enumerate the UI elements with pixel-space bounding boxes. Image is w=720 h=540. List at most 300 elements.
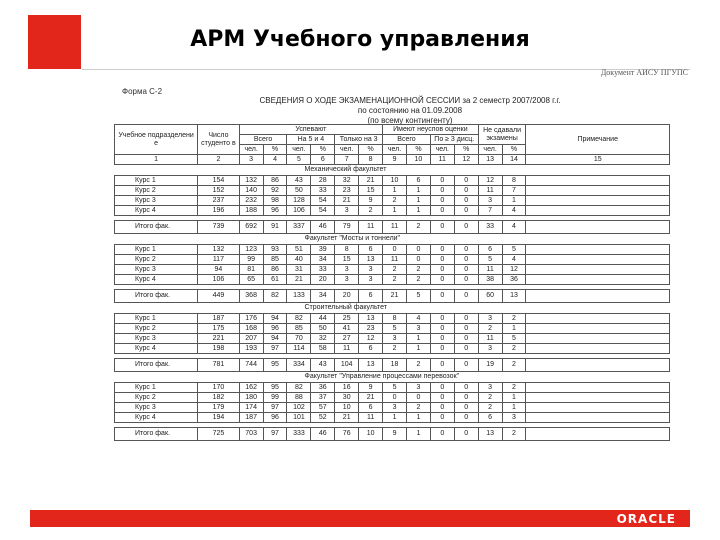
table-cell: 3 — [406, 383, 430, 393]
row-label: Курс 2 — [115, 255, 198, 265]
table-cell: 0 — [383, 393, 407, 403]
table-cell: 11 — [335, 344, 359, 354]
table-cell: 0 — [430, 290, 454, 303]
table-cell: 5 — [502, 334, 526, 344]
table-cell: 368 — [239, 290, 263, 303]
table-cell: 8 — [502, 176, 526, 186]
table-cell: 0 — [383, 245, 407, 255]
faculty-total-row — [115, 290, 670, 303]
table-cell: 51 — [287, 245, 311, 255]
note-cell — [526, 245, 670, 255]
table-cell: 96 — [263, 206, 287, 216]
table-cell: 168 — [239, 324, 263, 334]
column-index: 1 — [115, 155, 198, 165]
table-cell: 13 — [502, 290, 526, 303]
table-cell: 3 — [478, 344, 502, 354]
table-cell: 221 — [198, 334, 240, 344]
col-header-passed: Успевают — [239, 125, 382, 135]
note-cell — [526, 314, 670, 324]
table-cell: 334 — [287, 359, 311, 372]
table-cell: 703 — [239, 428, 263, 441]
table-cell: 94 — [198, 265, 240, 275]
table-cell: 28 — [311, 176, 335, 186]
col-header-subdivision: Учебное подразделени е — [115, 125, 198, 155]
table-cell: 0 — [430, 275, 454, 285]
note-cell — [526, 206, 670, 216]
row-label: Итого фак. — [115, 221, 198, 234]
table-cell: 174 — [239, 403, 263, 413]
table-cell: 21 — [335, 196, 359, 206]
table-cell: 179 — [198, 403, 240, 413]
table-row — [115, 403, 670, 413]
table-cell: 3 — [406, 324, 430, 334]
column-index: 13 — [478, 155, 502, 165]
table-cell: 92 — [263, 186, 287, 196]
table-cell: 12 — [478, 176, 502, 186]
table-cell: 0 — [454, 255, 478, 265]
table-cell: 781 — [198, 359, 240, 372]
table-body — [115, 165, 670, 441]
table-cell: 0 — [430, 413, 454, 423]
slide-title: АРМ Учебного управления — [190, 27, 530, 52]
table-cell: 2 — [383, 196, 407, 206]
row-label: Итого фак. — [115, 359, 198, 372]
row-label: Курс 3 — [115, 196, 198, 206]
table-cell: 133 — [287, 290, 311, 303]
table-cell: 5 — [502, 245, 526, 255]
table-cell: 0 — [406, 393, 430, 403]
table-cell: 34 — [311, 255, 335, 265]
table-cell: 1 — [406, 206, 430, 216]
col-header-note: Примечание — [526, 125, 670, 155]
table-cell: 0 — [430, 196, 454, 206]
row-label: Итого фак. — [115, 290, 198, 303]
column-index-row — [115, 155, 670, 165]
table-cell: 11 — [383, 255, 407, 265]
column-index: 2 — [198, 155, 240, 165]
table-row — [115, 324, 670, 334]
column-index: 5 — [287, 155, 311, 165]
table-cell: 50 — [287, 186, 311, 196]
table-cell: 0 — [454, 186, 478, 196]
table-cell: 182 — [198, 393, 240, 403]
table-cell: 96 — [263, 324, 287, 334]
form-label: Форма С-2 — [122, 87, 163, 96]
row-label: Курс 1 — [115, 245, 198, 255]
table-cell: 12 — [359, 334, 383, 344]
table-cell: 1 — [406, 344, 430, 354]
table-cell: 128 — [287, 196, 311, 206]
note-cell — [526, 344, 670, 354]
table-cell: 57 — [311, 403, 335, 413]
table-cell: 94 — [263, 334, 287, 344]
table-cell: 46 — [311, 428, 335, 441]
unit-percent: % — [311, 145, 335, 155]
table-cell: 0 — [454, 176, 478, 186]
faculty-title: Факультет "Управление процессами перевозок" — [115, 372, 670, 383]
table-cell: 739 — [198, 221, 240, 234]
unit-percent: % — [454, 145, 478, 155]
table-cell: 21 — [359, 176, 383, 186]
table-cell: 96 — [263, 413, 287, 423]
table-cell: 36 — [311, 383, 335, 393]
table-cell: 0 — [430, 265, 454, 275]
unit-percent: % — [359, 145, 383, 155]
table-cell: 0 — [406, 255, 430, 265]
table-cell: 2 — [478, 403, 502, 413]
faculty-section-header — [115, 372, 670, 383]
table-cell: 43 — [287, 176, 311, 186]
report-table-container — [114, 124, 670, 506]
faculty-total-row — [115, 428, 670, 441]
table-cell: 1 — [383, 413, 407, 423]
table-cell: 2 — [502, 428, 526, 441]
table-cell: 2 — [383, 275, 407, 285]
table-cell: 82 — [287, 383, 311, 393]
table-cell: 0 — [430, 186, 454, 196]
table-cell: 0 — [454, 393, 478, 403]
table-cell: 30 — [335, 393, 359, 403]
table-cell: 70 — [287, 334, 311, 344]
table-cell: 117 — [198, 255, 240, 265]
table-cell: 23 — [359, 324, 383, 334]
table-cell: 7 — [478, 206, 502, 216]
table-cell: 82 — [263, 290, 287, 303]
report-heading: СВЕДЕНИЯ О ХОДЕ ЭКЗАМЕНАЦИОННОЙ СЕССИИ за 2 семестр 2007/2008 г.г. — [259, 96, 561, 105]
table-row — [115, 275, 670, 285]
table-cell: 0 — [430, 393, 454, 403]
table-cell: 25 — [335, 314, 359, 324]
table-cell: 187 — [239, 413, 263, 423]
table-cell: 1 — [406, 334, 430, 344]
table-cell: 4 — [502, 206, 526, 216]
table-cell: 81 — [239, 265, 263, 275]
table-row — [115, 393, 670, 403]
table-cell: 20 — [311, 275, 335, 285]
table-cell: 196 — [198, 206, 240, 216]
oracle-logo: ORACLE — [616, 512, 676, 526]
table-cell: 6 — [478, 245, 502, 255]
table-cell: 2 — [406, 275, 430, 285]
table-cell: 0 — [430, 314, 454, 324]
table-cell: 11 — [478, 186, 502, 196]
table-cell: 0 — [430, 334, 454, 344]
table-cell: 132 — [198, 245, 240, 255]
row-label: Курс 3 — [115, 265, 198, 275]
table-cell: 95 — [263, 383, 287, 393]
table-row — [115, 186, 670, 196]
note-cell — [526, 255, 670, 265]
table-cell: 27 — [335, 334, 359, 344]
table-cell: 8 — [383, 314, 407, 324]
row-label: Курс 1 — [115, 176, 198, 186]
table-cell: 154 — [198, 176, 240, 186]
table-cell: 88 — [287, 393, 311, 403]
table-cell: 140 — [239, 186, 263, 196]
table-cell: 692 — [239, 221, 263, 234]
note-cell — [526, 324, 670, 334]
table-cell: 85 — [263, 255, 287, 265]
table-cell: 162 — [239, 383, 263, 393]
table-cell: 1 — [502, 393, 526, 403]
note-cell — [526, 186, 670, 196]
table-cell: 61 — [263, 275, 287, 285]
table-cell: 0 — [454, 221, 478, 234]
table-cell: 2 — [502, 359, 526, 372]
row-label: Курс 4 — [115, 413, 198, 423]
table-cell: 5 — [383, 324, 407, 334]
faculty-title: Механический факультет — [115, 165, 670, 176]
table-cell: 11 — [359, 413, 383, 423]
table-cell: 0 — [406, 245, 430, 255]
table-cell: 10 — [359, 428, 383, 441]
column-index: 11 — [430, 155, 454, 165]
col-header-failing: Имеют неуспов оценки — [383, 125, 479, 135]
table-cell: 11 — [359, 221, 383, 234]
table-cell: 123 — [239, 245, 263, 255]
col-header-not-taken: Не сдавали экзамены — [478, 125, 526, 145]
table-cell: 65 — [239, 275, 263, 285]
table-cell: 6 — [478, 413, 502, 423]
table-cell: 54 — [311, 206, 335, 216]
table-cell: 6 — [359, 290, 383, 303]
table-cell: 11 — [478, 334, 502, 344]
table-cell: 13 — [359, 359, 383, 372]
note-cell — [526, 221, 670, 234]
table-cell: 32 — [335, 176, 359, 186]
table-cell: 114 — [287, 344, 311, 354]
note-cell — [526, 413, 670, 423]
unit-people: чел. — [383, 145, 407, 155]
table-cell: 0 — [454, 428, 478, 441]
note-cell — [526, 290, 670, 303]
table-cell: 232 — [239, 196, 263, 206]
table-cell: 9 — [359, 383, 383, 393]
footer-bar — [30, 510, 690, 527]
faculty-title: Факультет "Мосты и тоннели" — [115, 234, 670, 245]
table-cell: 10 — [383, 176, 407, 186]
table-row — [115, 265, 670, 275]
table-cell: 5 — [383, 383, 407, 393]
table-cell: 23 — [335, 186, 359, 196]
column-index: 12 — [454, 155, 478, 165]
table-cell: 2 — [502, 344, 526, 354]
table-cell: 34 — [311, 290, 335, 303]
table-cell: 1 — [406, 413, 430, 423]
exam-session-table — [114, 124, 670, 441]
table-cell: 76 — [335, 428, 359, 441]
table-cell: 0 — [430, 221, 454, 234]
table-cell: 33 — [478, 221, 502, 234]
table-cell: 0 — [430, 428, 454, 441]
table-cell: 95 — [263, 359, 287, 372]
row-label: Курс 2 — [115, 324, 198, 334]
table-cell: 0 — [454, 359, 478, 372]
table-cell: 187 — [198, 314, 240, 324]
table-header — [115, 125, 670, 165]
column-index: 10 — [406, 155, 430, 165]
table-cell: 2 — [406, 403, 430, 413]
table-cell: 0 — [454, 344, 478, 354]
table-cell: 5 — [406, 290, 430, 303]
table-cell: 180 — [239, 393, 263, 403]
table-row — [115, 314, 670, 324]
row-label: Курс 3 — [115, 334, 198, 344]
table-cell: 2 — [502, 383, 526, 393]
row-label: Курс 3 — [115, 403, 198, 413]
table-cell: 13 — [359, 314, 383, 324]
table-cell: 99 — [239, 255, 263, 265]
table-cell: 725 — [198, 428, 240, 441]
row-label: Курс 1 — [115, 383, 198, 393]
table-cell: 1 — [383, 206, 407, 216]
table-cell: 4 — [502, 221, 526, 234]
document-source-note: Документ АИСУ ПГУПС — [600, 68, 688, 77]
table-cell: 3 — [478, 383, 502, 393]
table-cell: 0 — [454, 245, 478, 255]
title-divider — [82, 69, 690, 70]
table-row — [115, 334, 670, 344]
table-row — [115, 413, 670, 423]
table-cell: 86 — [263, 265, 287, 275]
table-row — [115, 344, 670, 354]
row-label: Курс 1 — [115, 314, 198, 324]
table-cell: 2 — [383, 344, 407, 354]
table-cell: 9 — [383, 428, 407, 441]
table-cell: 39 — [311, 245, 335, 255]
col-header-fail-total: Всего — [383, 135, 431, 145]
faculty-section-header — [115, 234, 670, 245]
column-index: 6 — [311, 155, 335, 165]
row-label: Курс 2 — [115, 186, 198, 196]
col-header-students: Число студенто в — [198, 125, 240, 155]
table-cell: 744 — [239, 359, 263, 372]
table-cell: 6 — [359, 245, 383, 255]
table-row — [115, 176, 670, 186]
table-cell: 0 — [454, 206, 478, 216]
table-cell: 91 — [263, 221, 287, 234]
table-cell: 3 — [359, 265, 383, 275]
column-index: 3 — [239, 155, 263, 165]
table-cell: 193 — [239, 344, 263, 354]
col-header-only3: Только на 3 — [335, 135, 383, 145]
table-cell: 3 — [335, 206, 359, 216]
table-cell: 104 — [335, 359, 359, 372]
table-cell: 0 — [454, 196, 478, 206]
table-cell: 1 — [406, 186, 430, 196]
table-cell: 0 — [454, 324, 478, 334]
faculty-total-row — [115, 359, 670, 372]
faculty-total-row — [115, 221, 670, 234]
table-cell: 13 — [478, 428, 502, 441]
table-cell: 3 — [335, 265, 359, 275]
column-index: 14 — [502, 155, 526, 165]
unit-percent: % — [263, 145, 287, 155]
table-cell: 21 — [335, 413, 359, 423]
table-cell: 94 — [263, 314, 287, 324]
row-label: Итого фак. — [115, 428, 198, 441]
table-cell: 207 — [239, 334, 263, 344]
table-cell: 32 — [311, 334, 335, 344]
table-cell: 3 — [383, 334, 407, 344]
table-cell: 10 — [335, 403, 359, 413]
table-cell: 2 — [478, 393, 502, 403]
table-cell: 11 — [478, 265, 502, 275]
table-cell: 4 — [406, 314, 430, 324]
table-cell: 43 — [311, 359, 335, 372]
table-cell: 0 — [454, 403, 478, 413]
unit-people: чел. — [335, 145, 359, 155]
table-cell: 21 — [359, 393, 383, 403]
table-cell: 2 — [406, 265, 430, 275]
unit-percent: % — [406, 145, 430, 155]
unit-people: чел. — [239, 145, 263, 155]
table-cell: 1 — [383, 186, 407, 196]
table-row — [115, 255, 670, 265]
table-cell: 1 — [502, 403, 526, 413]
note-cell — [526, 383, 670, 393]
table-cell: 6 — [359, 344, 383, 354]
table-cell: 3 — [478, 196, 502, 206]
table-cell: 170 — [198, 383, 240, 393]
table-cell: 3 — [478, 314, 502, 324]
table-row — [115, 206, 670, 216]
table-cell: 1 — [502, 196, 526, 206]
table-cell: 6 — [406, 176, 430, 186]
table-cell: 0 — [430, 344, 454, 354]
table-cell: 102 — [287, 403, 311, 413]
table-cell: 0 — [430, 324, 454, 334]
table-cell: 2 — [502, 314, 526, 324]
col-header-total: Всего — [239, 135, 287, 145]
col-header-grade45: На 5 и 4 — [287, 135, 335, 145]
table-cell: 37 — [311, 393, 335, 403]
table-cell: 99 — [263, 393, 287, 403]
table-cell: 0 — [430, 359, 454, 372]
report-date: по состоянию на 01.09.2008 — [357, 106, 463, 115]
note-cell — [526, 403, 670, 413]
faculty-title: Строительный факультет — [115, 303, 670, 314]
table-cell: 21 — [287, 275, 311, 285]
table-cell: 3 — [383, 403, 407, 413]
table-cell: 41 — [335, 324, 359, 334]
table-cell: 33 — [311, 186, 335, 196]
table-cell: 101 — [287, 413, 311, 423]
unit-people: чел. — [430, 145, 454, 155]
note-cell — [526, 428, 670, 441]
table-cell: 449 — [198, 290, 240, 303]
table-cell: 0 — [454, 314, 478, 324]
table-cell: 11 — [383, 221, 407, 234]
report-scope: (по всему контингенту) — [367, 116, 453, 125]
column-index: 9 — [383, 155, 407, 165]
table-cell: 58 — [311, 344, 335, 354]
table-cell: 20 — [335, 290, 359, 303]
table-cell: 152 — [198, 186, 240, 196]
table-cell: 0 — [454, 265, 478, 275]
col-header-fail3: По ≥ 3 дисц. — [430, 135, 478, 145]
table-cell: 50 — [311, 324, 335, 334]
table-cell: 0 — [430, 176, 454, 186]
table-cell: 18 — [383, 359, 407, 372]
table-cell: 15 — [335, 255, 359, 265]
note-cell — [526, 393, 670, 403]
table-cell: 0 — [454, 290, 478, 303]
table-cell: 1 — [406, 428, 430, 441]
row-label: Курс 4 — [115, 344, 198, 354]
table-cell: 3 — [502, 413, 526, 423]
table-cell: 19 — [478, 359, 502, 372]
